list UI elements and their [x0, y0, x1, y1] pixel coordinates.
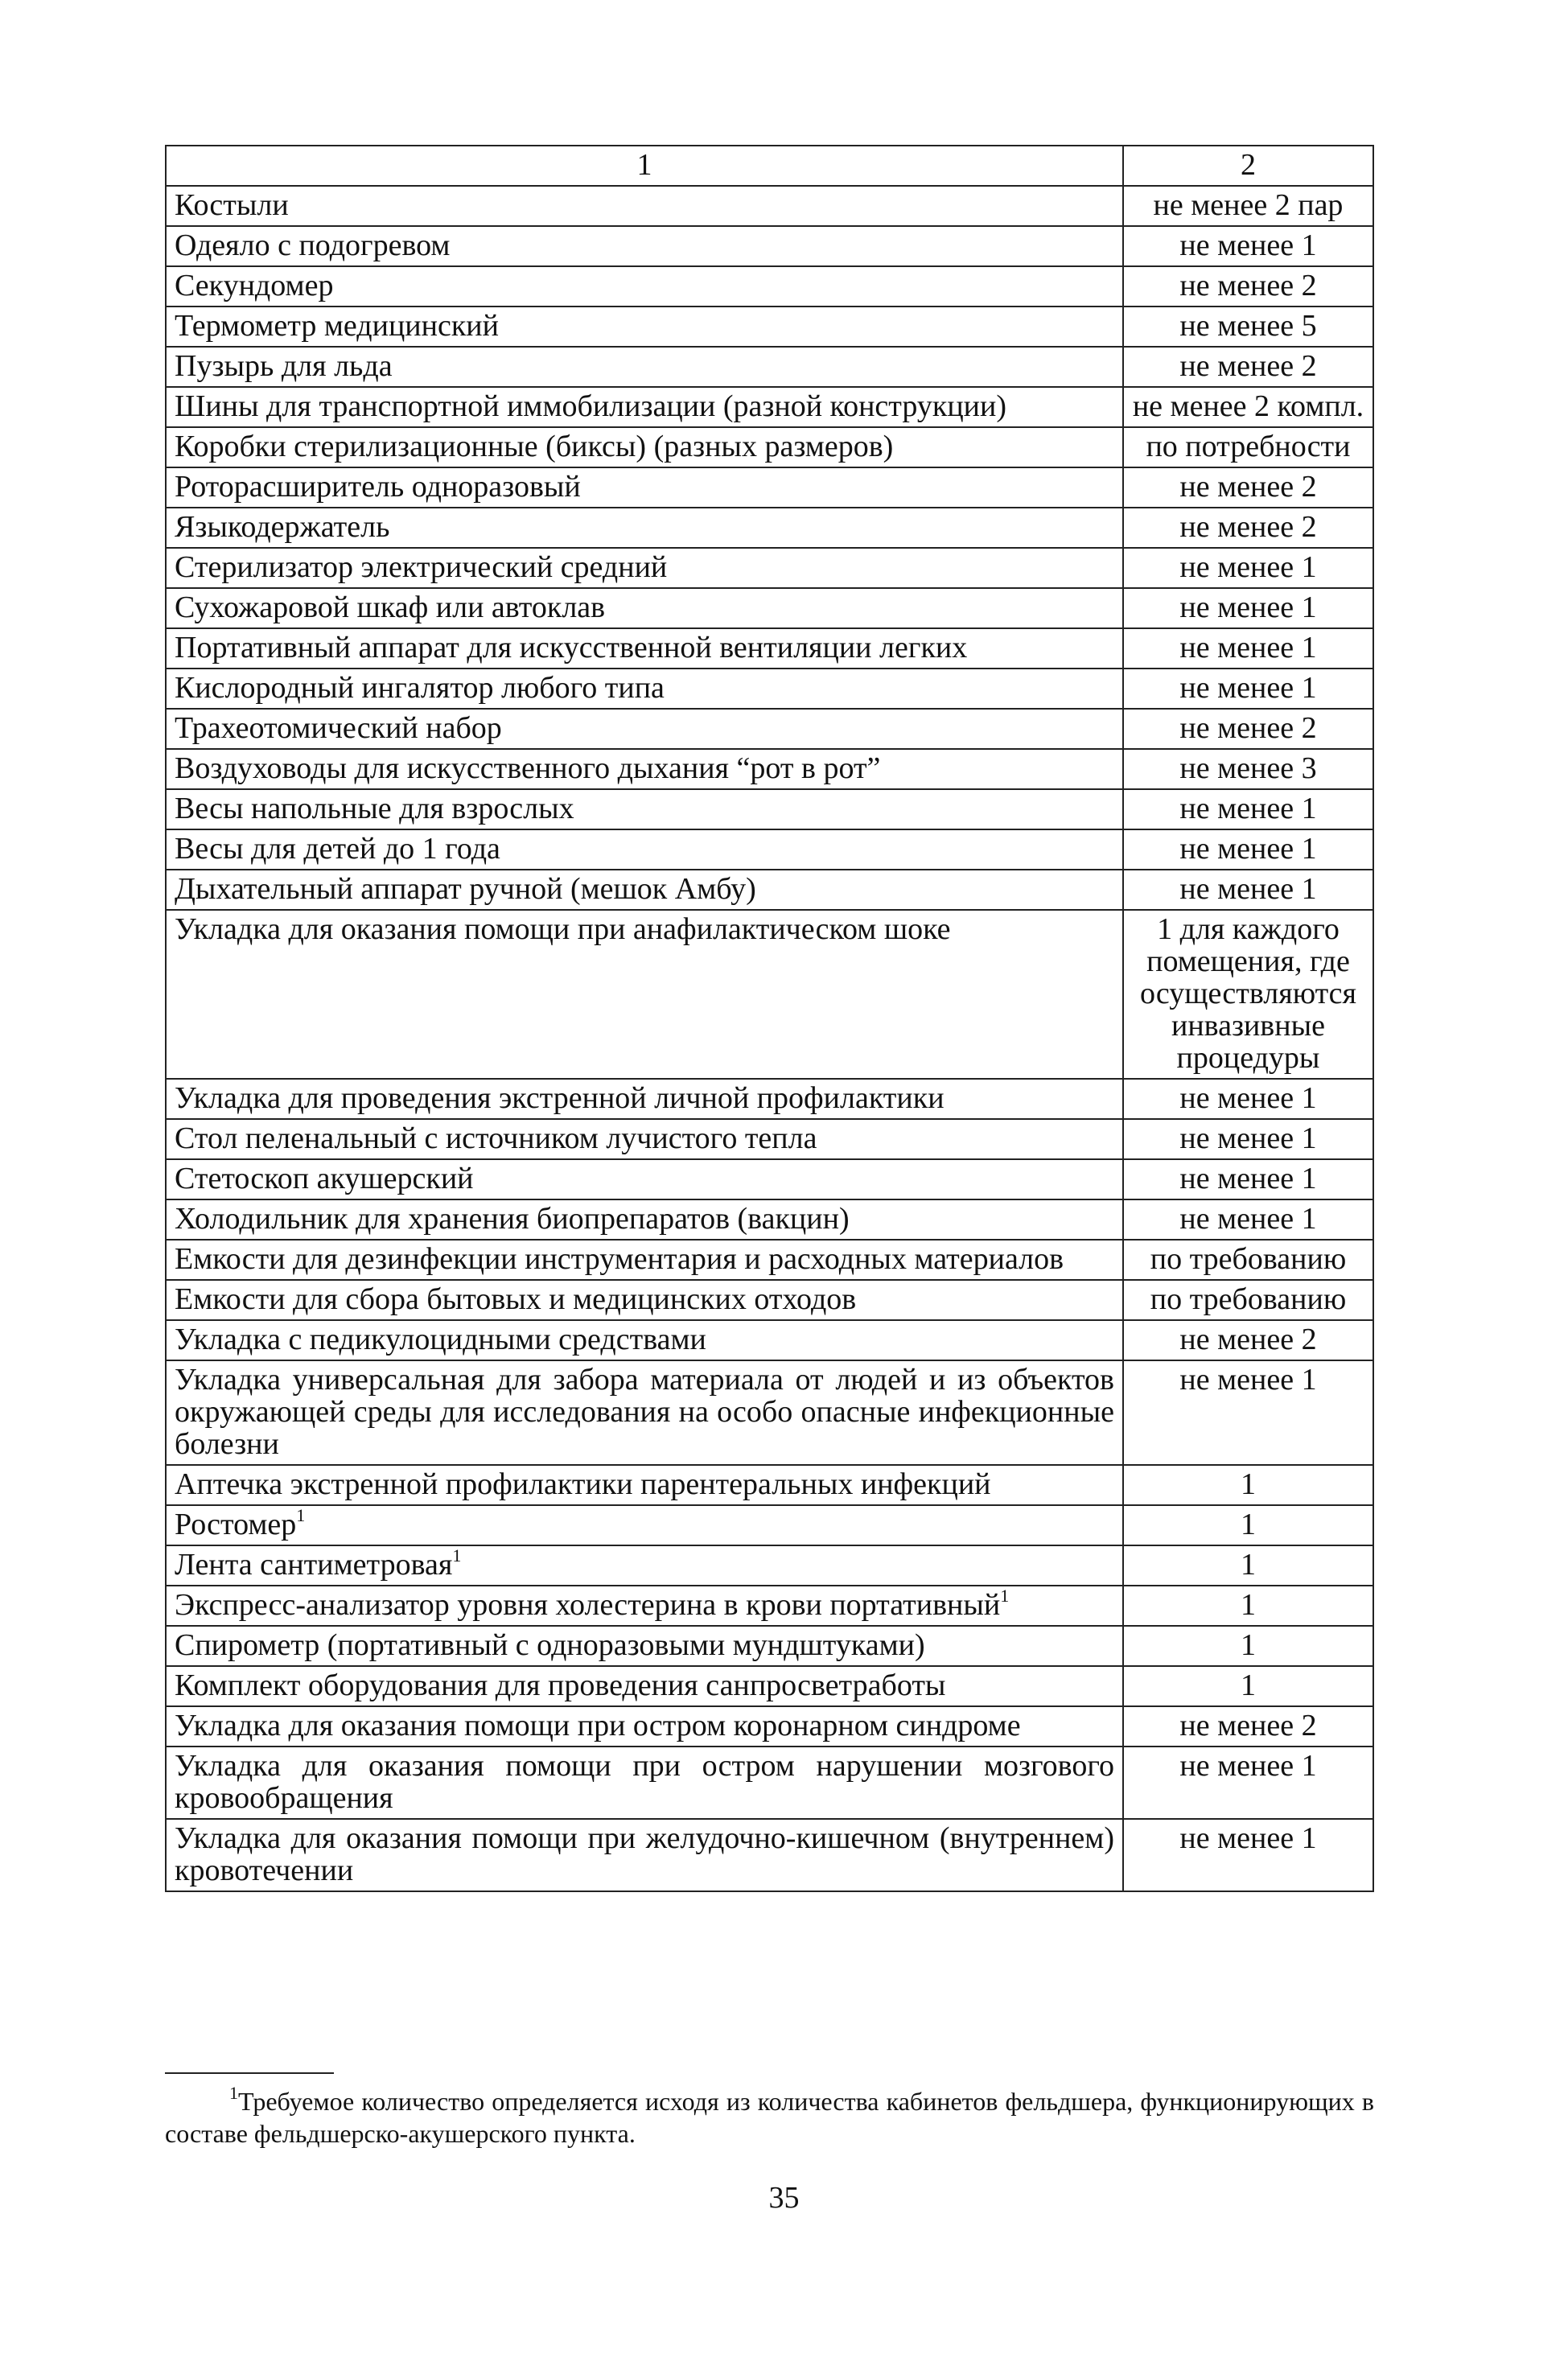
item-quantity: не менее 2 — [1123, 508, 1373, 548]
item-name: Пузырь для льда — [175, 349, 393, 383]
item-name: Ростомер — [175, 1508, 297, 1541]
footnote-reference: 1 — [296, 1505, 306, 1526]
table-row — [166, 1706, 1373, 1747]
item-quantity: не менее 1 — [1123, 1199, 1373, 1240]
item-name: Языкодержатель — [175, 510, 390, 544]
item-name: Коробки стерилизационные (биксы) (разных размеров) — [175, 430, 894, 463]
item-quantity: не менее 1 — [1123, 628, 1373, 669]
header-col-2: 2 — [1123, 146, 1373, 186]
table-row — [166, 628, 1373, 669]
item-name: Воздуховоды для искусственного дыхания “рот в рот” — [175, 751, 881, 785]
item-name-cell — [166, 1079, 1123, 1119]
table-row — [166, 1320, 1373, 1360]
item-quantity: 1 — [1123, 1465, 1373, 1505]
table-row — [166, 347, 1373, 387]
table-row — [166, 186, 1373, 226]
item-name: Портативный аппарат для искусственной вентиляции легких — [175, 631, 968, 664]
item-name: Спирометр (портативный с одноразовыми мундштуками) — [175, 1628, 925, 1662]
item-quantity: не менее 1 — [1123, 1360, 1373, 1465]
item-name-cell — [166, 669, 1123, 709]
item-name: Весы напольные для взрослых — [175, 792, 574, 825]
table-body — [166, 146, 1373, 1891]
table-row — [166, 1545, 1373, 1586]
item-name-cell — [166, 1505, 1123, 1545]
table-row — [166, 1666, 1373, 1706]
item-name: Емкости для сбора бытовых и медицинских отходов — [175, 1282, 857, 1316]
footnote-reference: 1 — [452, 1545, 462, 1566]
item-quantity: не менее 2 — [1123, 266, 1373, 307]
item-name-cell — [166, 910, 1123, 1079]
table-row — [166, 669, 1373, 709]
item-name: Укладка универсальная для забора материала от людей и из объектов окружающей среды для исследования на особо опасные инфекционные болезни — [175, 1363, 1114, 1461]
item-name: Весы для детей до 1 года — [175, 832, 500, 866]
item-quantity: не менее 1 — [1123, 1119, 1373, 1159]
item-name-cell — [166, 467, 1123, 508]
item-name-cell — [166, 1465, 1123, 1505]
footnote-marker: 1 — [229, 2083, 238, 2104]
item-name: Укладка для оказания помощи при анафилактическом шоке — [175, 912, 951, 946]
item-quantity: не менее 1 — [1123, 548, 1373, 588]
header-col-1: 1 — [166, 146, 1123, 186]
item-name: Одеяло с подогревом — [175, 228, 451, 262]
item-name-cell — [166, 1666, 1123, 1706]
item-name: Укладка для оказания помощи при желудочно-кишечном (внутреннем) кровотечении — [175, 1821, 1114, 1887]
table-row — [166, 427, 1373, 467]
item-name-cell — [166, 870, 1123, 910]
table-row — [166, 1747, 1373, 1819]
footnote — [165, 2085, 1374, 2150]
table-row — [166, 1465, 1373, 1505]
table-row — [166, 1280, 1373, 1320]
table-row — [166, 709, 1373, 749]
item-name-cell — [166, 628, 1123, 669]
item-name-cell — [166, 1545, 1123, 1586]
item-name: Роторасширитель одноразовый — [175, 470, 581, 504]
item-name: Укладка для проведения экстренной личной профилактики — [175, 1081, 945, 1115]
item-name: Комплект оборудования для проведения санпросветработы — [175, 1668, 946, 1702]
table-row — [166, 1586, 1373, 1626]
table-row — [166, 870, 1373, 910]
item-name: Укладка для оказания помощи при остром коронарном синдроме — [175, 1709, 1021, 1742]
item-name: Костыли — [175, 188, 289, 222]
item-name-cell — [166, 1360, 1123, 1465]
table-row — [166, 1119, 1373, 1159]
item-quantity: не менее 2 — [1123, 709, 1373, 749]
item-quantity: не менее 3 — [1123, 749, 1373, 789]
page-number: 35 — [768, 2181, 800, 2215]
item-name: Лента сантиметровая — [175, 1548, 453, 1582]
item-name-cell — [166, 347, 1123, 387]
footnote-reference: 1 — [1000, 1586, 1010, 1607]
item-name-cell — [166, 387, 1123, 427]
item-quantity: по требованию — [1123, 1280, 1373, 1320]
item-quantity: не менее 1 — [1123, 1747, 1373, 1819]
item-quantity: по потребности — [1123, 427, 1373, 467]
item-name: Холодильник для хранения биопрепаратов (вакцин) — [175, 1202, 850, 1236]
item-name: Стол пеленальный с источником лучистого тепла — [175, 1121, 817, 1155]
equipment-table — [165, 145, 1374, 1892]
item-name: Емкости для дезинфекции инструментария и расходных материалов — [175, 1242, 1064, 1276]
table-row — [166, 1159, 1373, 1199]
table-row — [166, 588, 1373, 628]
item-quantity: 1 — [1123, 1545, 1373, 1586]
item-name: Термометр медицинский — [175, 309, 499, 343]
item-name-cell — [166, 266, 1123, 307]
item-quantity: не менее 1 — [1123, 226, 1373, 266]
item-name: Аптечка экстренной профилактики парентеральных инфекций — [175, 1467, 991, 1501]
item-name: Экспресс-анализатор уровня холестерина в крови портативный — [175, 1588, 1001, 1622]
item-name: Кислородный ингалятор любого типа — [175, 671, 665, 705]
item-name-cell — [166, 1586, 1123, 1626]
item-quantity: не менее 1 — [1123, 588, 1373, 628]
footnote-text: Требуемое количество определяется исходя из количества кабинетов фельдшера, функционирующих в составе фельдшерско-акушерского пункта. — [165, 2087, 1374, 2148]
table-row — [166, 1505, 1373, 1545]
item-quantity: не менее 1 — [1123, 1079, 1373, 1119]
table-row — [166, 1626, 1373, 1666]
item-name: Сухожаровой шкаф или автоклав — [175, 590, 606, 624]
item-name-cell — [166, 588, 1123, 628]
table-row — [166, 1240, 1373, 1280]
table-row — [166, 789, 1373, 829]
item-quantity: не менее 1 — [1123, 669, 1373, 709]
table-row — [166, 266, 1373, 307]
item-quantity: не менее 1 — [1123, 829, 1373, 870]
item-name-cell — [166, 1747, 1123, 1819]
item-name-cell — [166, 789, 1123, 829]
table-row — [166, 1819, 1373, 1891]
item-quantity: по требованию — [1123, 1240, 1373, 1280]
item-name-cell — [166, 508, 1123, 548]
item-quantity: не менее 1 — [1123, 789, 1373, 829]
item-name: Укладка для оказания помощи при остром нарушении мозгового кровообращения — [175, 1749, 1114, 1815]
item-name-cell — [166, 1819, 1123, 1891]
item-name-cell — [166, 1280, 1123, 1320]
item-quantity: не менее 1 — [1123, 870, 1373, 910]
item-name: Дыхательный аппарат ручной (мешок Амбу) — [175, 872, 756, 906]
table-row — [166, 829, 1373, 870]
item-name-cell — [166, 1159, 1123, 1199]
item-name: Трахеотомический набор — [175, 711, 502, 745]
table-row — [166, 1199, 1373, 1240]
item-quantity: 1 — [1123, 1666, 1373, 1706]
table-row — [166, 1360, 1373, 1465]
item-name-cell — [166, 1706, 1123, 1747]
item-quantity: не менее 2 — [1123, 1706, 1373, 1747]
item-name-cell — [166, 1320, 1123, 1360]
item-name-cell — [166, 548, 1123, 588]
table-row — [166, 467, 1373, 508]
table-row — [166, 307, 1373, 347]
item-name: Шины для транспортной иммобилизации (разной конструкции) — [175, 389, 1006, 423]
item-name-cell — [166, 186, 1123, 226]
item-name: Стерилизатор электрический средний — [175, 550, 668, 584]
table-row — [166, 226, 1373, 266]
table-row — [166, 548, 1373, 588]
item-quantity: не менее 2 компл. — [1123, 387, 1373, 427]
item-quantity: 1 — [1123, 1626, 1373, 1666]
item-name: Укладка с педикулоцидными средствами — [175, 1323, 706, 1356]
item-name-cell — [166, 749, 1123, 789]
item-quantity: не менее 2 пар — [1123, 186, 1373, 226]
item-name-cell — [166, 226, 1123, 266]
item-quantity: не менее 5 — [1123, 307, 1373, 347]
item-name-cell — [166, 1119, 1123, 1159]
item-quantity: не менее 2 — [1123, 347, 1373, 387]
item-name-cell — [166, 829, 1123, 870]
item-name-cell — [166, 709, 1123, 749]
item-quantity: не менее 1 — [1123, 1159, 1373, 1199]
item-name: Стетоскоп акушерский — [175, 1162, 474, 1195]
item-name-cell — [166, 1199, 1123, 1240]
table-row — [166, 508, 1373, 548]
item-name: Секундомер — [175, 269, 334, 302]
table-header-row — [166, 146, 1373, 186]
item-quantity: 1 — [1123, 1586, 1373, 1626]
table-row — [166, 387, 1373, 427]
item-quantity: не менее 1 — [1123, 1819, 1373, 1891]
item-name-cell — [166, 307, 1123, 347]
table-row — [166, 749, 1373, 789]
item-quantity: 1 — [1123, 1505, 1373, 1545]
item-name-cell — [166, 1240, 1123, 1280]
item-name-cell — [166, 1626, 1123, 1666]
item-name-cell — [166, 427, 1123, 467]
item-quantity: не менее 2 — [1123, 467, 1373, 508]
footnote-separator — [165, 2072, 334, 2074]
table-row — [166, 910, 1373, 1079]
item-quantity: 1 для каждого помещения, где осуществляются инвазивные процедуры — [1123, 910, 1373, 1079]
item-quantity: не менее 2 — [1123, 1320, 1373, 1360]
table-row — [166, 1079, 1373, 1119]
